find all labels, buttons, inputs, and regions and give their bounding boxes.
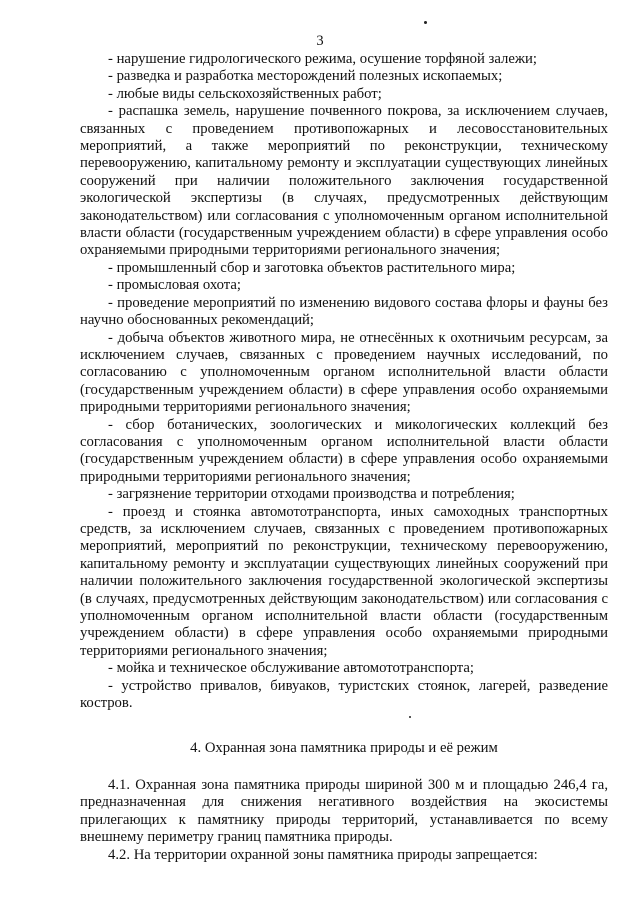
section-paragraph: 4.1. Охранная зона памятника природы шириной 300 м и площадью 246,4 га, предназначенная для снижения негативного воздействия на экосистемы прилегающих к памятнику природы территорий, устанавливается по всему внешнему периметру границ памятника природы. [80, 777, 608, 846]
list-item: - устройство привалов, бивуаков, туристских стоянок, лагерей, разведение костров. [80, 677, 608, 712]
section-body [80, 777, 608, 864]
list-item: - проезд и стоянка автомототранспорта, иных самоходных транспортных средств, за исключением случаев, связанных с проведением противопожарных мероприятий, мероприятий по реконструкции, техническому перевооружению, капитальному ремонту и эксплуатации существующих линейных сооружений при наличии положительного заключения государственной экологической экспертизы (в случаях, предусмотренных действующим законодательством) или согласования с уполномоченным органом исполнительной власти области (государственным учреждением области) в сфере управления особо охраняемыми природными территориями регионального значения; [80, 503, 608, 659]
list-item: - любые виды сельскохозяйственных работ; [108, 85, 382, 102]
list-item: - проведение мероприятий по изменению видового состава флоры и фауны без научно обоснованных рекомендаций; [80, 294, 608, 329]
list-item: - промысловая охота; [108, 277, 241, 294]
list-item: - промышленный сбор и заготовка объектов растительного мира; [108, 259, 516, 276]
list-item: - добыча объектов животного мира, не отнесённых к охотничьим ресурсам, за исключением случаев, связанных с проведением научных исследований, по согласованию с уполномоченным органом исполнительной власти области (государственным учреждением области) в сфере управления особо охраняемыми природными территориями регионального значения; [80, 329, 608, 416]
section-heading: 4. Охранная зона памятника природы и её режим [190, 740, 498, 756]
scan-speck [409, 716, 411, 718]
list-item: - разведка и разработка месторождений полезных ископаемых; [108, 68, 503, 85]
restrictions-list [80, 51, 608, 712]
list-item: - мойка и техническое обслуживание автомототранспорта; [108, 660, 474, 677]
list-item: - нарушение гидрологического режима, осушение торфяной залежи; [108, 51, 537, 67]
page-number: 3 [316, 33, 324, 49]
scan-speck [424, 21, 427, 24]
list-item: - загрязнение территории отходами производства и потребления; [108, 486, 515, 503]
section-paragraph: 4.2. На территории охранной зоны памятника природы запрещается: [108, 846, 538, 863]
list-item: - распашка земель, нарушение почвенного покрова, за исключением случаев, связанных с проведением противопожарных и лесовосстановительных мероприятий, а также мероприятий по реконструкции, техническому перевооружению, капитальному ремонту и эксплуатации существующих линейных сооружений при наличии положительного заключения государственной экологической экспертизы (в случаях, предусмотренных действующим законодательством) или согласования с уполномоченным органом исполнительной власти области (государственным учреждением области) в сфере управления особо охраняемыми природными территориями регионального значения; [80, 103, 608, 259]
list-item: - сбор ботанических, зоологических и микологических коллекций без согласования с уполномоченным органом исполнительной власти области (государственным учреждением области) в сфере управления особо охраняемыми природными территориями регионального значения; [80, 416, 608, 485]
